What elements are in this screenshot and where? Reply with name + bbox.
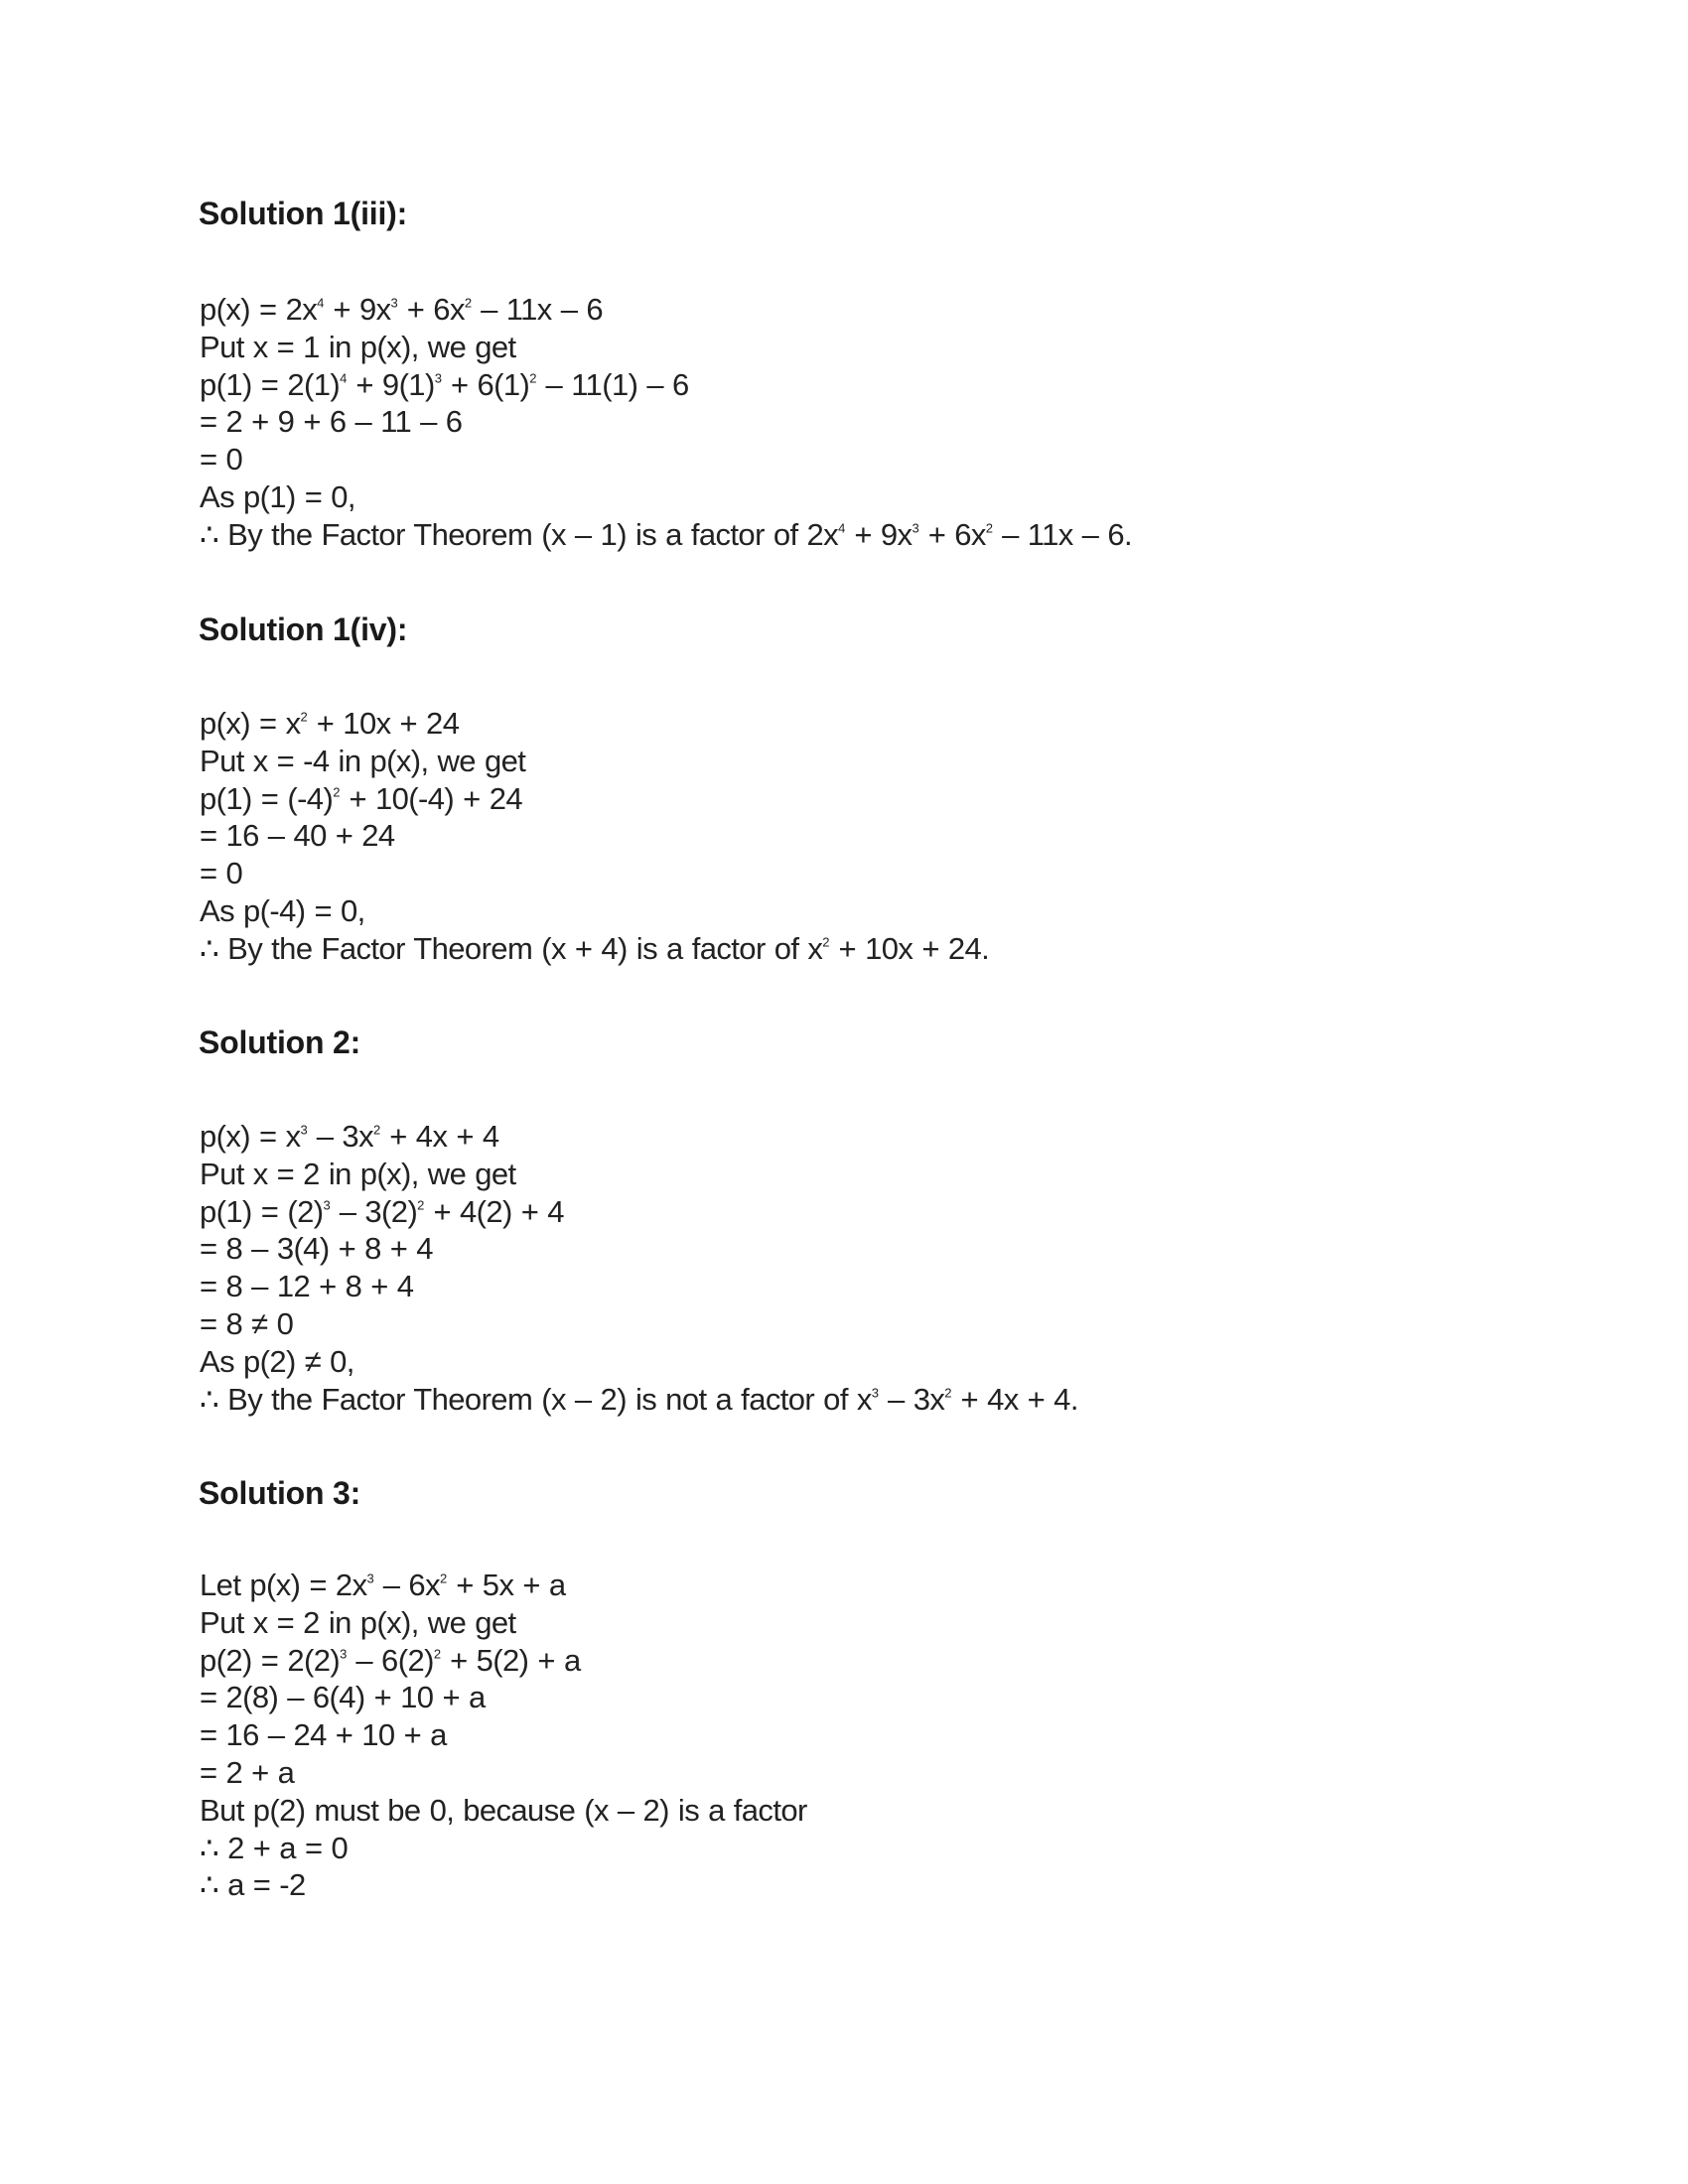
math-line: $p(1) = 2(1)^4 + 9(1)^3 + 6(1)^2 - 11(1) - 6$ xyxy=(200,366,689,402)
exponent: 2 xyxy=(333,784,341,800)
exponent: 3 xyxy=(912,520,919,536)
exponent: 3 xyxy=(323,1197,331,1213)
exponent: 3 xyxy=(300,1122,308,1138)
exponent: 2 xyxy=(985,520,994,536)
math-line: = 16 – 24 + 10 + a xyxy=(200,1717,447,1753)
math-line: As p(-4) = 0, xyxy=(200,892,365,928)
math-line: Let $p(x) = 2x^3 - 6x^2 + 5x + a$ xyxy=(200,1568,566,1602)
exponent: 2 xyxy=(433,1646,442,1662)
exponent: 2 xyxy=(372,1122,381,1138)
exponent: 3 xyxy=(366,1570,374,1586)
solution-body xyxy=(200,291,1132,554)
math-line: $p(1) = (-4)^2 + 10(-4) + 24$ xyxy=(200,780,523,816)
solution-body xyxy=(200,1118,1078,1418)
section-heading: Solution 1(iv): xyxy=(199,612,408,647)
math-line: Put x = -4 in p(x), we get xyxy=(200,743,526,778)
math-line: As p(1) = 0, xyxy=(200,478,355,514)
math-line: Put x = 2 in p(x), we get xyxy=(200,1604,516,1640)
solution-body xyxy=(200,705,989,968)
exponent: 2 xyxy=(300,709,308,725)
exponent: 2 xyxy=(944,1385,952,1401)
math-line: $p(x) = x^3 - 3x^2 + 4x + 4$ xyxy=(200,1119,499,1154)
exponent: 4 xyxy=(317,295,325,311)
exponent: 2 xyxy=(439,1570,448,1586)
exponent: 2 xyxy=(822,934,830,950)
math-line: As p(2) ≠ 0, xyxy=(200,1343,354,1379)
exponent: 4 xyxy=(838,520,846,536)
math-line: $p(x) = 2x^4 + 9x^3 + 6x^2 - 11x - 6$ xyxy=(200,292,604,327)
math-line: = 0 xyxy=(200,442,243,478)
exponent: 3 xyxy=(340,1646,348,1662)
math-line: = 8 ≠ 0 xyxy=(200,1305,294,1341)
exponent: 3 xyxy=(871,1385,880,1401)
conclusion-line: ∴ By the Factor Theorem (x – 2) is not a factor of $x^3 - 3x^2 + 4x + 4$. xyxy=(200,1381,1078,1417)
math-line: = 8 – 12 + 8 + 4 xyxy=(200,1269,414,1304)
math-line: = 2(8) – 6(4) + 10 + a xyxy=(200,1680,486,1715)
math-line: Put x = 1 in p(x), we get xyxy=(200,329,516,364)
section-heading: Solution 2: xyxy=(199,1024,361,1060)
section-heading: Solution 3: xyxy=(199,1475,361,1511)
math-line: = 2 + a xyxy=(200,1754,295,1790)
math-line: = 0 xyxy=(200,856,243,891)
math-line: Put x = 2 in p(x), we get xyxy=(200,1156,516,1191)
math-line: $p(1) = (2)^3 - 3(2)^2 + 4(2) + 4$ xyxy=(200,1193,564,1229)
exponent: 2 xyxy=(529,370,537,386)
exponent: 4 xyxy=(340,370,348,386)
exponent: 3 xyxy=(390,295,398,311)
exponent: 2 xyxy=(464,295,473,311)
exponent: 2 xyxy=(417,1197,425,1213)
math-line: = 2 + 9 + 6 – 11 – 6 xyxy=(200,404,463,440)
math-line: ∴ 2 + a = 0 xyxy=(200,1830,349,1865)
math-line: = 16 – 40 + 24 xyxy=(200,818,395,854)
solution-body xyxy=(200,1567,807,1904)
conclusion-line: ∴ By the Factor Theorem (x + 4) is a factor of $x^2 + 10x + 24$. xyxy=(200,930,990,966)
conclusion-line: ∴ a = -2 xyxy=(200,1867,306,1903)
math-line: = 8 – 3(4) + 8 + 4 xyxy=(200,1231,433,1267)
conclusion-line: ∴ By the Factor Theorem (x – 1) is a factor of $2x^4 + 9x^3 + 6x^2 - 11x - 6$. xyxy=(200,516,1132,552)
exponent: 3 xyxy=(434,370,442,386)
math-line: $p(x) = x^2 + 10x + 24$ xyxy=(200,706,460,741)
math-line: But p(2) must be 0, because (x – 2) is a factor xyxy=(200,1792,807,1828)
math-line: $p(2) = 2(2)^3 - 6(2)^2 + 5(2) + a$ xyxy=(200,1642,581,1678)
section-heading: Solution 1(iii): xyxy=(199,196,408,231)
